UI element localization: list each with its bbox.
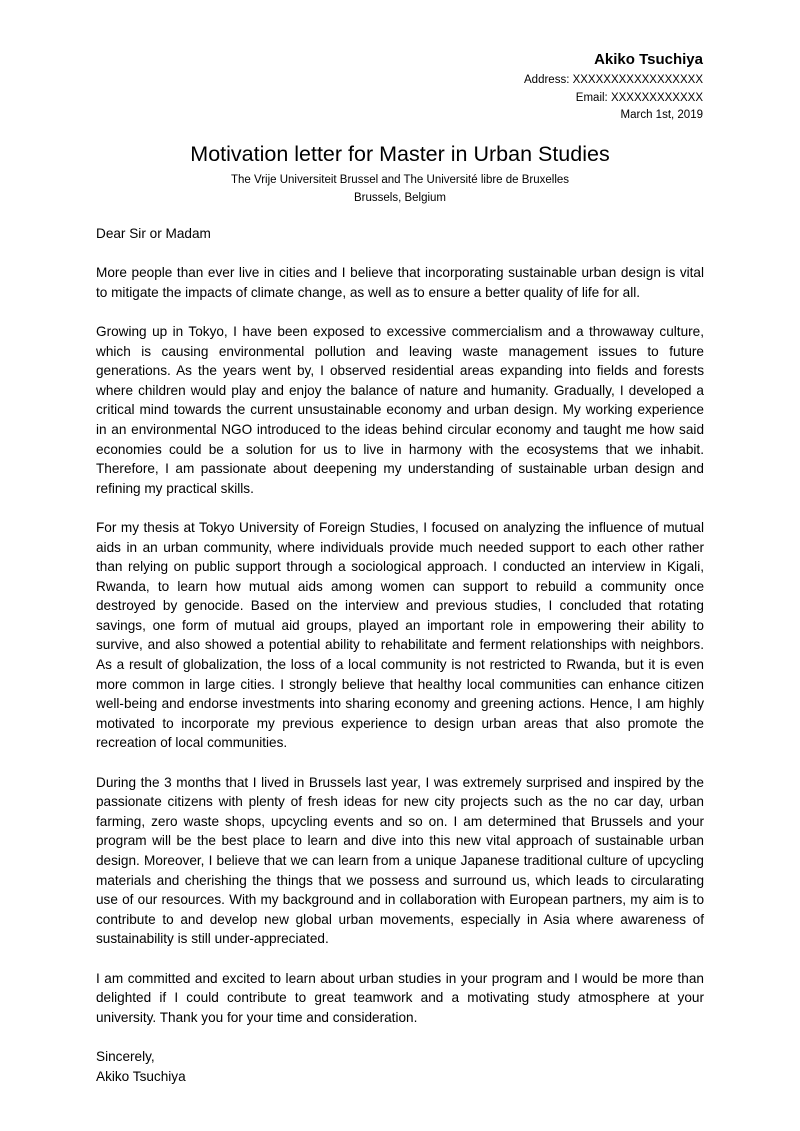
letter-heading	[0, 140, 800, 207]
closing-block	[96, 1047, 704, 1086]
sender-block	[303, 50, 703, 125]
letter-body	[96, 224, 704, 1086]
letter-date: March 1st, 2019	[620, 109, 703, 121]
sender-address: Address: XXXXXXXXXXXXXXXXX	[524, 74, 703, 86]
sender-email: Email: XXXXXXXXXXXX	[575, 91, 703, 104]
paragraph-2: Growing up in Tokyo, I have been exposed to excessive commercialism and a throwaway culture, which is causing environmental pollution and leaving waste management issues to future generations. As the years went by, I observed residential areas expanding into fields and forests where children would play and enjoy the balance of nature and humanity. Gradually, I developed a critical mind towards the current unsustainable economy and urban design. My working experience in an environmental NGO introduced to the ideas behind circular economy and taught me how said economies could be a solution for us to live in harmony with the ecosystems that we inhabit. Therefore, I am passionate about deepening my understanding of sustainable urban design and refining my practical skills.	[96, 323, 704, 496]
signature-name: Akiko Tsuchiya	[96, 1068, 186, 1084]
closing: Sincerely,	[96, 1048, 155, 1064]
paragraph-5: I am committed and excited to learn about urban studies in your program and I would be more than delighted if I could contribute to great teamwork and a motivating study atmosphere at your university. Thank you for your time and consideration.	[96, 970, 704, 1025]
letter-title: Motivation letter for Master in Urban Studies	[190, 142, 610, 166]
paragraph-3: For my thesis at Tokyo University of Foreign Studies, I focused on analyzing the influence of mutual aids in an urban community, where individuals provide much needed support to each other rather than relying on public support through a sociological approach. I conducted an interview in Kigali, Rwanda, to learn how mutual aids among women can support to rebuild a community once destroyed by genocide. Based on the interview and previous studies, I concluded that rotating savings, one form of mutual aid groups, played an important role in empowering their ability to survive, and also showed a potential ability to rehabilitate and ferment relationships with neighbors. As a result of globalization, the loss of a local community is not restricted to Rwanda, but it is even more common in large cities. I strongly believe that healthy local communities can enhance citizen well-being and endorse investments into sharing economy and greening actions. Hence, I am highly motivated to incorporate my previous experience to design urban areas that also promote the recreation of local communities.	[96, 519, 704, 751]
institutions-line: The Vrije Universiteit Brussel and The Université libre de Bruxelles	[230, 174, 570, 186]
sender-name: Akiko Tsuchiya	[594, 51, 703, 68]
location-line: Brussels, Belgium	[353, 191, 447, 204]
paragraph-1: More people than ever live in cities and I believe that incorporating sustainable urban design is vital to mitigate the impacts of climate change, as well as to ensure a better quality of life for all.	[96, 265, 704, 300]
paragraph-4: During the 3 months that I lived in Brussels last year, I was extremely surprised and inspired by the passionate citizens with plenty of fresh ideas for new city projects such as the no car day, urban farming, zero waste shops, upcycling events and so on. I am determined that Brussels and your program will be the best place to learn and dive into this new vital approach of sustainable urban design. Moreover, I believe that we can learn from a unique Japanese traditional culture of upcycling materials and cherishing the things that we possess and surround us, which leads to circularating use of our resources. With my background and in collaboration with European partners, my aim is to contribute to and develop new global urban movements, especially in Asia where awareness of sustainability is still under-appreciated.	[96, 774, 704, 947]
salutation: Dear Sir or Madam	[96, 226, 211, 241]
